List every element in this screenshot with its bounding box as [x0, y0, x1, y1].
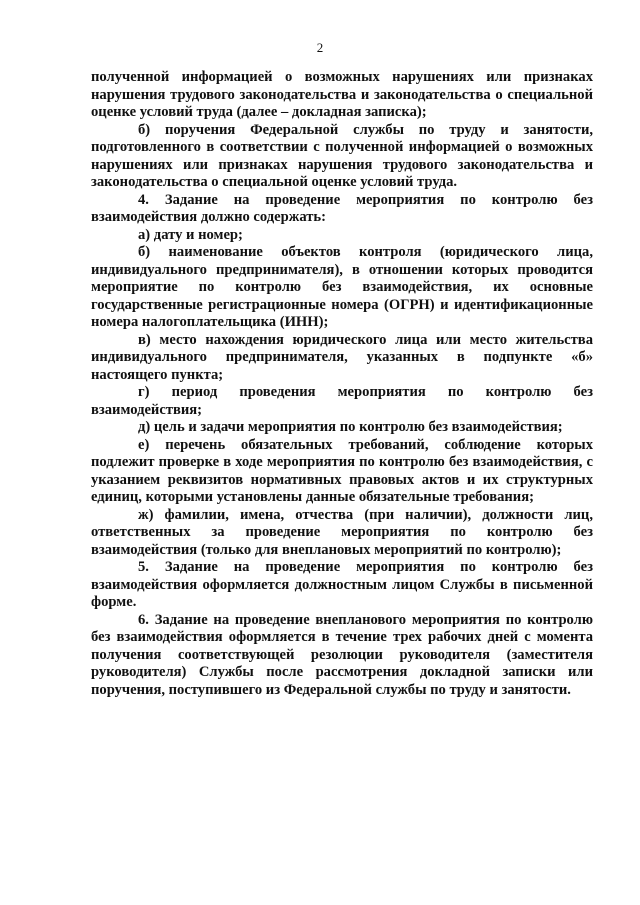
paragraph: полученной информацией о возможных нарушениях или признаках нарушения трудового законодательства и законодательства о специальной оценке условий труда (далее – докладная записка); [91, 69, 593, 120]
paragraph: д) цель и задачи мероприятия по контролю без взаимодействия; [138, 419, 563, 435]
paragraph: а) дату и номер; [138, 226, 243, 243]
page-number: 2 [316, 40, 324, 55]
document-body [91, 69, 593, 699]
paragraph: ж) фамилии, имена, отчества (при наличии), должности лиц, ответственных за проведение мероприятия по контролю без взаимодействия (только для внеплановых мероприятий по контролю); [91, 506, 593, 558]
paragraph: г) период проведения мероприятия по контролю без взаимодействия; [91, 384, 593, 418]
paragraph: е) перечень обязательных требований, соблюдение которых подлежит проверке в ходе мероприятия по контролю без взаимодействия, с указанием реквизитов нормативных правовых актов и их структурных единиц, которыми установлены данные обязательные требования; [91, 436, 593, 505]
paragraph: в) место нахождения юридического лица или место жительства индивидуального предпринимателя, указанных в подпункте «б» настоящего пункта; [91, 331, 593, 383]
paragraph: 4. Задание на проведение мероприятия по контролю без взаимодействия должно содержать: [91, 191, 593, 225]
paragraph: б) поручения Федеральной службы по труду и занятости, подготовленного в соответствии с полученной информацией о возможных нарушениях или признаках нарушения трудового законодательства и законодательства о специальной оценке условий труда. [91, 121, 593, 190]
paragraph: 5. Задание на проведение мероприятия по контролю без взаимодействия оформляется должностным лицом Службы в письменной форме. [91, 559, 593, 610]
paragraph: 6. Задание на проведение внепланового мероприятия по контролю без взаимодействия оформляется в течение трех рабочих дней с момента получения соответствующей резолюции руководителя (заместителя руководителя) Службы после рассмотрения докладной записки или поручения, поступившего из Федеральной службы по труду и занятости. [91, 611, 593, 698]
paragraph: б) наименование объектов контроля (юридического лица, индивидуального предпринимателя), в отношении которых проводится мероприятие по контролю без взаимодействия, их основные государственные регистрационные номера (ОГРН) и идентификационные номера налогоплательщика (ИНН); [91, 244, 593, 330]
